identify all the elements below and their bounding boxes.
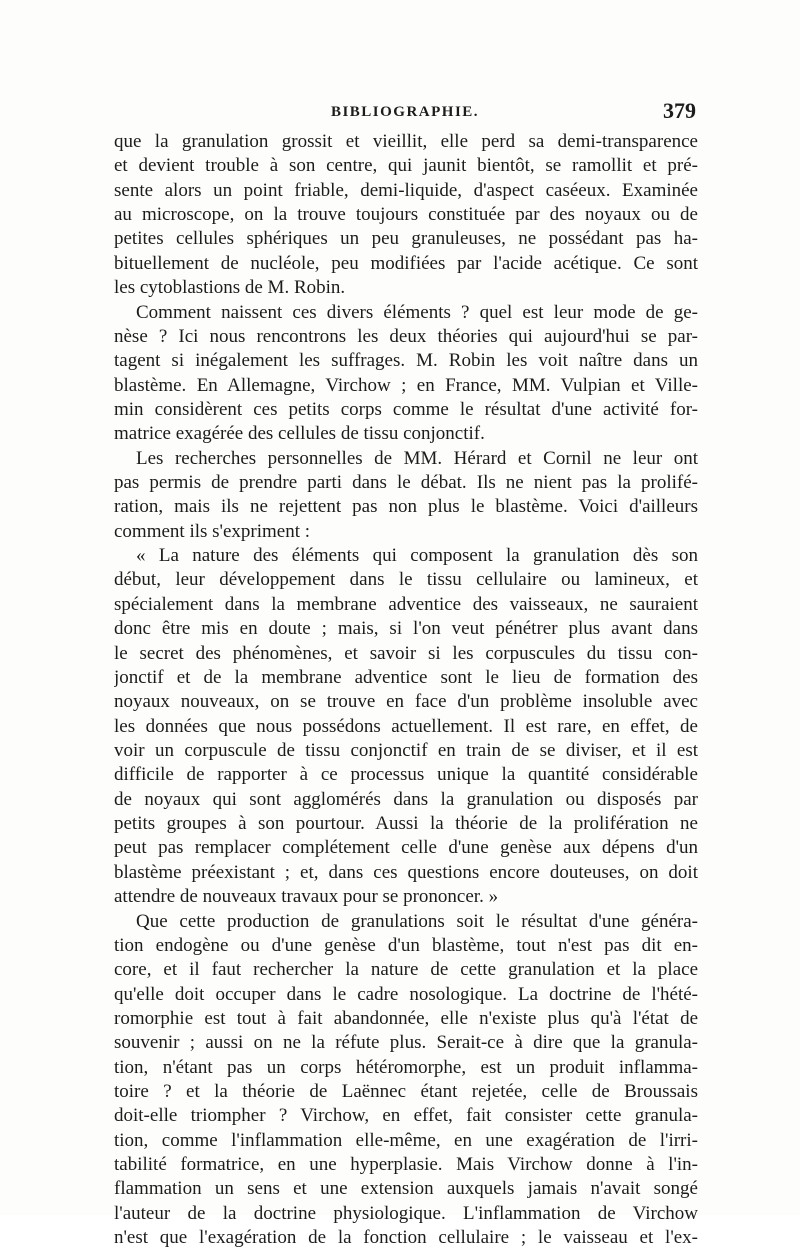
text-line: toire ? et la théorie de Laënnec étant rejetée, celle de Broussais — [114, 1081, 698, 1103]
text-line: au microscope, on la trouve toujours constituée par des noyaux ou de — [114, 204, 698, 226]
text-line: les cytoblastions de M. Robin. — [114, 277, 346, 299]
text-line: doit-elle triompher ? Virchow, en effet, fait consister cette granula- — [114, 1105, 698, 1127]
text-line: et devient trouble à son centre, qui jaunit bientôt, se ramollit et pré- — [114, 155, 698, 177]
text-line: les données que nous possédons actuellement. Il est rare, en effet, de — [114, 715, 698, 737]
text-line: sente alors un point friable, demi-liquide, d'aspect caséeux. Examinée — [114, 179, 698, 201]
text-line: romorphie est tout à fait abandonnée, elle n'existe plus qu'à l'état de — [114, 1007, 698, 1029]
text-line: n'est que l'exagération de la fonction cellulaire ; le vaisseau et l'ex- — [114, 1227, 698, 1249]
text-line: tabilité formatrice, en une hyperplasie. Mais Virchow donne à l'in- — [114, 1154, 698, 1176]
text-line: Comment naissent ces divers éléments ? quel est leur mode de ge- — [136, 301, 698, 323]
text-line: pas permis de prendre parti dans le débat. Ils ne nient pas la prolifé- — [114, 472, 698, 494]
text-line: qu'elle doit occuper dans le cadre nosologique. La doctrine de l'hété- — [114, 983, 698, 1005]
text-line: l'auteur de la doctrine physiologique. L'inflammation de Virchow — [114, 1202, 698, 1224]
text-line: voir un corpuscule de tissu conjonctif en train de se diviser, et il est — [114, 739, 698, 761]
text-line: peut pas remplacer complétement celle d'une genèse aux dépens d'un — [114, 837, 698, 859]
text-line: core, et il faut rechercher la nature de cette granulation et la place — [114, 959, 698, 981]
page-header — [112, 98, 698, 128]
text-line: spécialement dans la membrane adventice des vaisseaux, ne sauraient — [114, 593, 698, 615]
text-line: min considèrent ces petits corps comme le résultat d'une activité for- — [114, 398, 698, 420]
text-line: difficile de rapporter à ce processus unique la quantité considérable — [114, 764, 698, 786]
running-title: BIBLIOGRAPHIE. — [330, 104, 480, 120]
text-line: de noyaux qui sont agglomérés dans la granulation ou disposés par — [114, 788, 698, 810]
body-text — [114, 130, 698, 1251]
text-line: tion, n'étant pas un corps hétéromorphe, est un produit inflamma- — [114, 1056, 698, 1078]
text-line: nèse ? Ici nous rencontrons les deux théories qui aujourd'hui se par- — [114, 325, 698, 347]
text-line: blastème préexistant ; et, dans ces questions encore douteuses, on doit — [114, 861, 698, 883]
text-line: blastème. En Allemagne, Virchow ; en France, MM. Vulpian et Ville- — [114, 374, 698, 396]
text-line: donc être mis en doute ; mais, si l'on veut pénétrer plus avant dans — [114, 618, 698, 640]
text-line: flammation un sens et une extension auxquels jamais n'avait songé — [114, 1178, 698, 1200]
text-line: que la granulation grossit et vieillit, elle perd sa demi-transparence — [114, 131, 698, 152]
text-line: le secret des phénomènes, et savoir si les corpuscules du tissu con- — [114, 642, 698, 664]
text-line: ration, mais ils ne rejettent pas non plus le blastème. Voici d'ailleurs — [114, 496, 698, 518]
text-line: attendre de nouveaux travaux pour se prononcer. » — [114, 886, 499, 908]
text-line: tion endogène ou d'une genèse d'un blastème, tout n'est pas dit en- — [114, 934, 698, 956]
text-line: Les recherches personnelles de MM. Hérard et Cornil ne leur ont — [136, 447, 698, 469]
text-line: tagent si inégalement les suffrages. M. Robin les voit naître dans un — [114, 350, 698, 372]
text-line: noyaux nouveaux, on se trouve en face d'un problème insoluble avec — [114, 691, 698, 713]
page-number: 379 — [663, 98, 696, 123]
text-line: souvenir ; aussi on ne la réfute plus. Serait-ce à dire que la granula- — [114, 1032, 698, 1054]
text-line: petits groupes à son pourtour. Aussi la théorie de la prolifération ne — [114, 813, 698, 835]
text-line: Que cette production de granulations soit le résultat d'une généra- — [136, 910, 698, 932]
text-line: début, leur développement dans le tissu cellulaire ou lamineux, et — [114, 569, 698, 591]
text-line: jonctif et de la membrane adventice sont le lieu de formation des — [114, 666, 698, 688]
text-line: matrice exagérée des cellules de tissu conjonctif. — [114, 423, 485, 445]
text-line: bituellement de nucléole, peu modifiées par l'acide acétique. Ce sont — [114, 252, 698, 274]
text-line: comment ils s'expriment : — [114, 520, 311, 542]
text-line: tion, comme l'inflammation elle-même, en une exagération de l'irri- — [114, 1129, 698, 1151]
text-line: « La nature des éléments qui composent la granulation dès son — [136, 545, 698, 567]
text-line: petites cellules sphériques un peu granuleuses, ne possédant pas ha- — [114, 228, 698, 250]
